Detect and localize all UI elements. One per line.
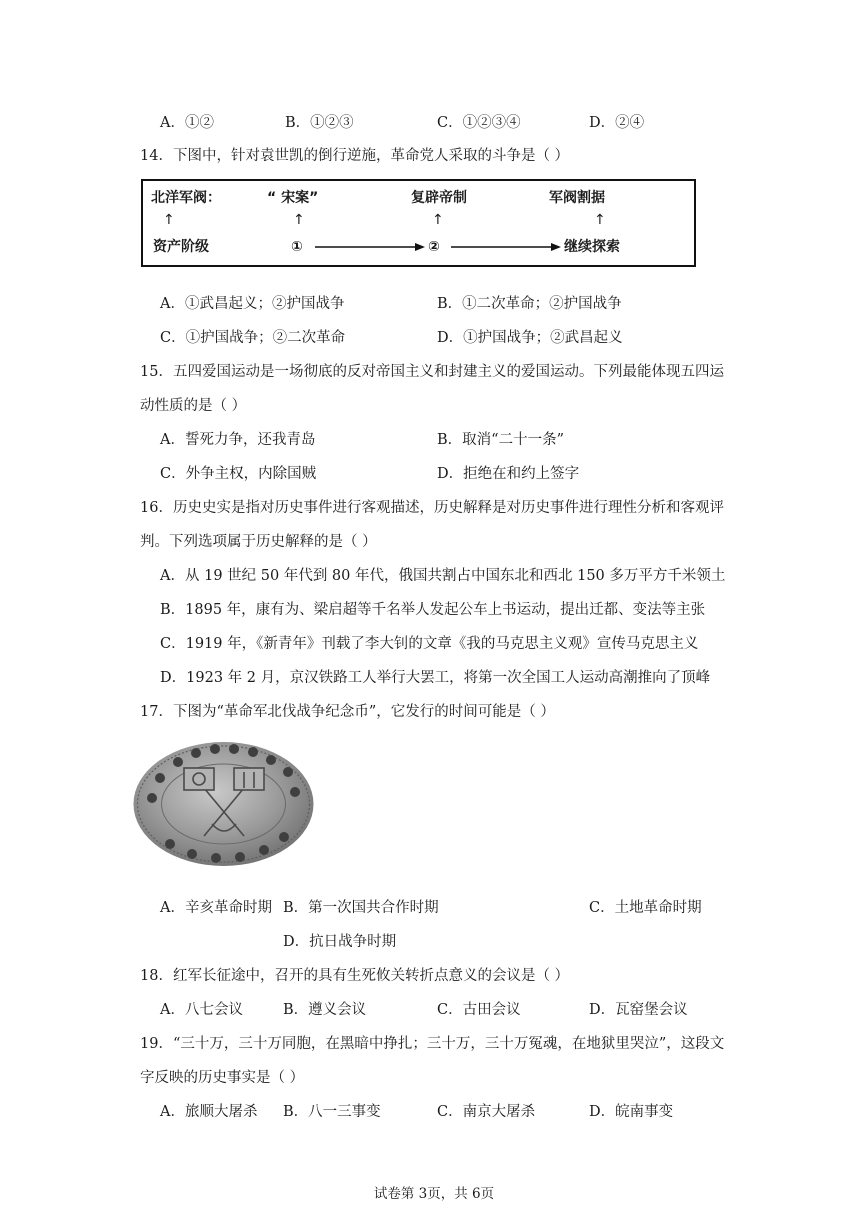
q13-option-b: B．①②③ <box>285 115 354 131</box>
commemorative-coin-image <box>132 740 315 868</box>
diagram-circle-2: ② <box>428 239 440 255</box>
q16-option-b: B．1895 年，康有为、梁启超等千名举人发起公车上书运动，提出迁都、变法等主张 <box>160 602 706 618</box>
q15-option-c: C．外争主权，内除国贼 <box>160 466 317 482</box>
diagram-up-arrow-2: ↑ <box>293 212 305 228</box>
q16-option-a: A．从 19 世纪 50 年代到 80 年代，俄国共割占中国东北和西北 150 多万平方千米领土 <box>160 568 726 584</box>
q15-option-a: A．誓死力争，还我青岛 <box>160 432 316 448</box>
q14-stem: 14．下图中，针对袁世凯的倒行逆施，革命党人采取的斗争是（ ） <box>140 148 570 164</box>
q14-option-c: C．①护国战争；②二次革命 <box>160 330 346 346</box>
q19-option-c: C．南京大屠杀 <box>437 1104 536 1120</box>
q16-stem-line1: 16．历史史实是指对历史事件进行客观描述，历史解释是对历史事件进行理性分析和客观评 <box>140 500 724 516</box>
q13-option-a: A．①② <box>160 115 214 131</box>
diagram-circle-1: ① <box>291 239 303 255</box>
q19-option-b: B．八一三事变 <box>283 1104 381 1120</box>
diagram-tansuo: 继续探索 <box>564 239 620 255</box>
diagram-zichan: 资产阶级 <box>153 239 209 255</box>
q19-stem-line1: 19．“三十万，三十万同胞，在黑暗中挣扎；三十万，三十万冤魂，在地狱里哭泣”，这段文 <box>140 1036 725 1052</box>
diagram-songan: “ 宋案” <box>267 190 319 206</box>
diagram-beiyang: 北洋军阀： <box>151 190 221 206</box>
q15-option-d: D．拒绝在和约上签字 <box>437 466 580 482</box>
q17-option-b: B．第一次国共合作时期 <box>283 900 439 916</box>
q14-option-a: A．①武昌起义；②护国战争 <box>160 296 345 312</box>
q16-option-d: D．1923 年 2 月，京汉铁路工人举行大罢工，将第一次全国工人运动高潮推向了顶峰 <box>160 670 711 686</box>
q19-stem-line2: 字反映的历史事实是（ ） <box>140 1070 305 1086</box>
q13-option-c: C．①②③④ <box>437 115 521 131</box>
q17-stem: 17．下图为“革命军北伐战争纪念币”，它发行的时间可能是（ ） <box>140 704 555 720</box>
q18-option-b: B．遵义会议 <box>283 1002 367 1018</box>
q15-option-b: B．取消“二十一条” <box>437 432 564 448</box>
diagram-up-arrow-4: ↑ <box>594 212 606 228</box>
q18-option-c: C．古田会议 <box>437 1002 521 1018</box>
diagram-up-arrow-1: ↑ <box>163 212 175 228</box>
q18-stem: 18．红军长征途中，召开的具有生死攸关转折点意义的会议是（ ） <box>140 968 570 984</box>
q16-stem-line2: 判。下列选项属于历史解释的是（ ） <box>140 534 377 550</box>
q17-option-a: A．辛亥革命时期 <box>160 900 272 916</box>
diagram-gejv: 军阀割据 <box>549 190 605 206</box>
q17-option-d: D．抗日战争时期 <box>283 934 397 950</box>
diagram-fubi: 复辟帝制 <box>411 190 467 206</box>
q14-option-b: B．①二次革命；②护国战争 <box>437 296 622 312</box>
diagram-arrows <box>143 181 694 265</box>
q14-option-d: D．①护国战争；②武昌起义 <box>437 330 623 346</box>
q15-stem-line1: 15．五四爱国运动是一场彻底的反对帝国主义和封建主义的爱国运动。下列最能体现五四运 <box>140 364 724 380</box>
q19-option-d: D．皖南事变 <box>589 1104 674 1120</box>
q18-option-d: D．瓦窑堡会议 <box>589 1002 688 1018</box>
q18-option-a: A．八七会议 <box>160 1002 243 1018</box>
q14-diagram <box>141 179 696 267</box>
page-footer: 试卷第 3页，共 6页 <box>373 1186 495 1202</box>
q17-option-c: C．土地革命时期 <box>589 900 702 916</box>
q19-option-a: A．旅顺大屠杀 <box>160 1104 258 1120</box>
q16-option-c: C．1919 年，《新青年》刊载了李大钊的文章《我的马克思主义观》宣传马克思主义 <box>160 636 699 652</box>
diagram-up-arrow-3: ↑ <box>432 212 444 228</box>
q13-option-d: D．②④ <box>589 115 645 131</box>
q15-stem-line2: 动性质的是（ ） <box>140 398 247 414</box>
